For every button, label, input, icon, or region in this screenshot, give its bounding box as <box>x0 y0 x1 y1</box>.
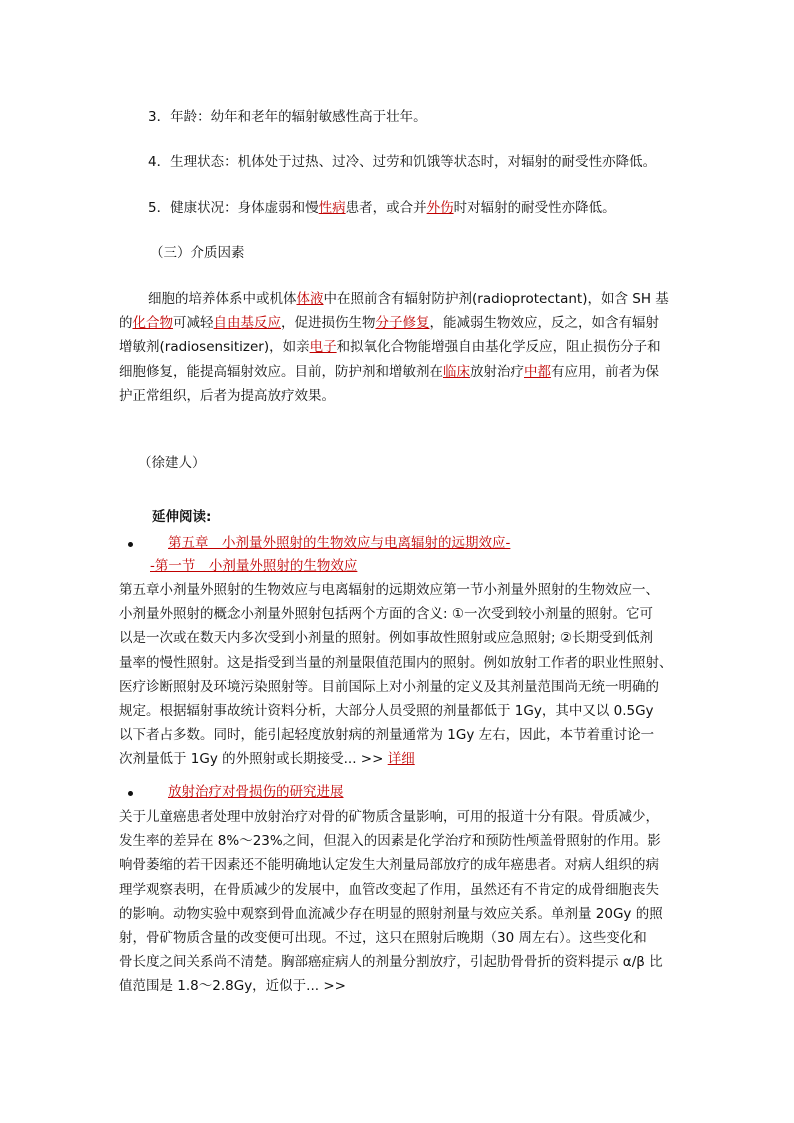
summary-line: 骨长度之间关系尚不清楚。胸部癌症病人的剂量分割放疗，引起肋骨骨折的资料提示 α/β 比 <box>119 954 663 971</box>
link-molecular-repair[interactable]: 分子修复 <box>375 315 430 332</box>
summary-line: 射，骨矿物质含量的改变便可出现。不过，这只在照射后晚期（30 周左右）。这些变化和 <box>119 929 647 946</box>
summary-line: 医疗诊断照射及环境污染照射等。目前国际上对小剂量的定义及其剂量范围尚无统一明确的 <box>119 678 659 695</box>
link-body-fluid[interactable]: 体液 <box>296 291 324 307</box>
summary-line: 以是一次或在数天内多次受到小剂量的照射。例如事故性照射或应急照射; ②长期受到低剂 <box>119 630 653 647</box>
para-line: 的化合物可减轻自由基反应，促进损伤生物分子修复，能减弱生物效应，反之，如含有辐射 <box>119 315 659 332</box>
text: 5．健康状况：身体虚弱和慢 <box>148 200 319 216</box>
item-physiological-state: 4．生理状态：机体处于过热、过冷、过劳和饥饿等状态时，对辐射的耐受性亦降低。 <box>148 154 657 170</box>
summary-line: 量率的慢性照射。这是指受到当量的剂量限值范围内的照射。例如放射工作者的职业性照射、 <box>119 654 673 671</box>
summary-line: 小剂量外照射的概念小剂量外照射包括两个方面的含义: ①一次受到较小剂量的照射。它可 <box>119 606 653 623</box>
link-compound[interactable]: 化合物 <box>132 315 173 332</box>
summary-line: 规定。根据辐射事故统计资料分析，大部分人员受照的剂量都低于 1Gy，其中又以 0.5Gy <box>119 702 654 719</box>
link-trauma[interactable]: 外伤 <box>426 200 454 216</box>
text: 患者，或合并 <box>345 200 427 216</box>
detail-link[interactable]: 详细 <box>387 751 415 768</box>
link-venereal-disease[interactable]: 性病 <box>318 200 346 216</box>
link-clinical[interactable]: 临床 <box>443 363 470 380</box>
link-electron[interactable]: 电子 <box>309 339 337 356</box>
article1-title-line1[interactable]: 第五章 小剂量外照射的生物效应与电离辐射的远期效应- <box>168 535 511 551</box>
summary-line: 第五章小剂量外照射的生物效应与电离辐射的远期效应第一节小剂量外照射的生物效应一、 <box>119 582 659 598</box>
medium-factor-paragraph <box>119 287 679 408</box>
extended-reading-heading: 延伸阅读: <box>152 509 212 525</box>
summary-line: 值范围是 1.8～2.8Gy，近似于... >> <box>119 978 346 995</box>
summary-line: 次剂量低于 1Gy 的外照射或长期接受... >> 详细 <box>119 751 415 768</box>
summary-line: 响骨萎缩的若干因素还不能明确地认定发生大剂量局部放疗的成年癌患者。对病人组织的病 <box>119 857 659 874</box>
para-line: 护正常组织，后者为提高放疗效果。 <box>119 387 335 404</box>
section-heading: （三）介质因素 <box>150 245 245 261</box>
article2-title[interactable]: 放射治疗对骨损伤的研究进展 <box>168 784 344 800</box>
item-health-status <box>148 198 616 218</box>
para-line: 增敏剂(radiosensitizer)，如亲电子和拟氧化合物能增强自由基化学反应，阻止损伤分子和 <box>119 339 661 356</box>
author: （徐建人） <box>138 455 206 471</box>
article1-title-line2[interactable]: -第一节 小剂量外照射的生物效应 <box>150 558 358 574</box>
summary-line: 发生率的差异在 8%～23%之间，但混入的因素是化学治疗和预防性颅盖骨照射的作用。影 <box>119 833 661 850</box>
para-line: 细胞的培养体系中或机体体液中在照前含有辐射防护剂(radioprotectant)，如含 SH 基 <box>148 291 669 307</box>
item-age: 3．年龄：幼年和老年的辐射敏感性高于壮年。 <box>148 109 427 125</box>
link-zhongdu[interactable]: 中都 <box>524 363 551 380</box>
summary-line: 理学观察表明，在骨质减少的发展中，血管改变起了作用，虽然还有不肯定的成骨细胞丧失 <box>119 881 659 898</box>
text: 时对辐射的耐受性亦降低。 <box>453 200 616 216</box>
summary-line: 以下者占多数。同时，能引起轻度放射病的剂量通常为 1Gy 左右，因此，本节着重讨论一 <box>119 727 655 744</box>
bullet-icon <box>128 791 133 796</box>
article2-summary <box>119 805 679 999</box>
summary-line: 的影响。动物实验中观察到骨血流减少存在明显的照射剂量与效应关系。单剂量 20Gy 的照 <box>119 905 663 922</box>
para-line: 细胞修复，能提高辐射效应。目前，防护剂和增敏剂在临床放射治疗中都有应用，前者为保 <box>119 363 659 380</box>
bullet-icon <box>128 542 133 547</box>
summary-line: 关于儿童癌患者处理中放射治疗对骨的矿物质含量影响，可用的报道十分有限。骨质减少， <box>119 809 659 825</box>
link-free-radical-reaction[interactable]: 自由基反应 <box>213 315 281 332</box>
article1-summary <box>119 578 679 772</box>
